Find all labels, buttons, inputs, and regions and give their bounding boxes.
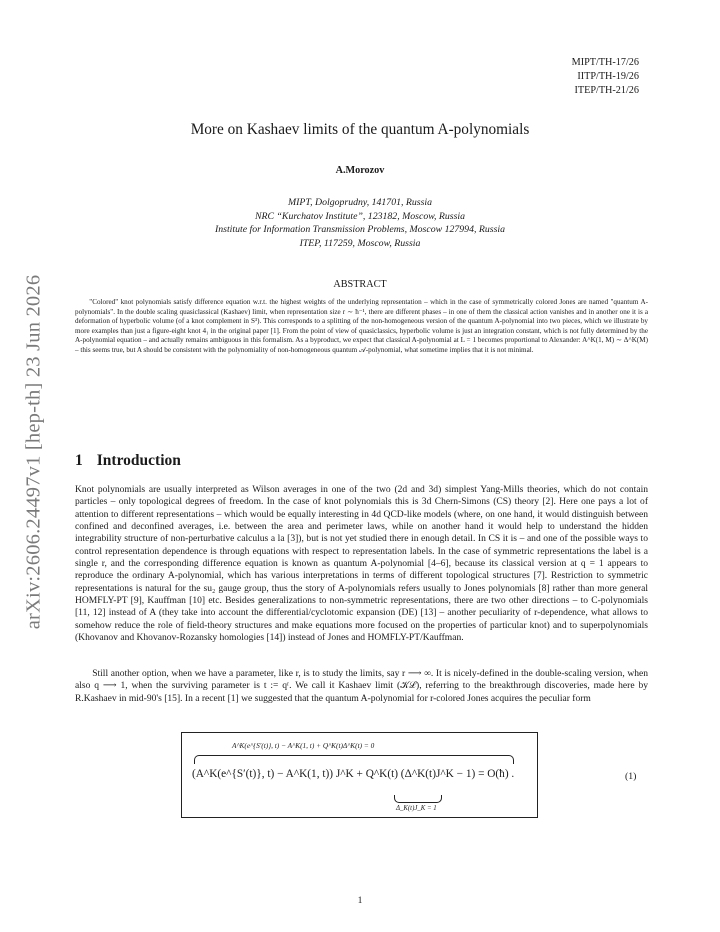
author-name: A.Morozov [335,165,385,176]
preprint-numbers [572,56,639,97]
preprint-number: ITEP/TH-21/26 [574,84,639,96]
paper-title: More on Kashaev limits of the quantum A-polynomials [190,121,530,138]
affiliations [0,196,720,250]
section-number: 1 [75,452,83,469]
equation-number: (1) [625,771,637,782]
affiliation: MIPT, Dolgoprudny, 141701, Russia [287,197,433,208]
affiliation: NRC “Kurchatov Institute”, 123182, Moscow, Russia [254,210,466,222]
preprint-number: MIPT/TH-17/26 [571,57,639,68]
preprint-number: IITP/TH-19/26 [577,70,639,82]
page-number: 1 [357,895,363,906]
underbrace-label: Δ_K(t)J_K = 1 [396,805,437,812]
underbrace [394,795,442,803]
arxiv-identifier: arXiv:2606.24497v1 [hep-th] 23 Jun 2026 [22,274,45,630]
overbrace [194,755,514,764]
body-paragraph: Still another option, when we have a parameter, like r, is to study the limits, say r ⟶ ∞. It is nicely-defined in the double-scaling version, when also q ⟶ 1, when the surviving parameter is t := qʳ. We call it Kashaev limit (𝒦ℒ), referring to the breakthrough discoveries, made here by R.Kashaev in mid-90's [15]. In a recent [1] we suggested that the quantum A-polynomial for r-colored Jones acquires the peculiar form [75,668,648,704]
section-heading [75,452,181,470]
equation-main: (A^K(e^{S′(t)}, t) − A^K(1, t)) J^K + Q^K(t) (Δ^K(t)J^K − 1) = O(ħ) . [192,768,515,780]
body-paragraph: Knot polynomials are usually interpreted as Wilson averages in one of the two (2d and 3d) simplest Yang-Mills theories, which do not contain particles – only topological degrees of freedom. In the case of knot polynomials this is 3d Chern-Simons (CS) theory [2]. Here one pays a lot of attention to different representations – which would be equally interesting in 4d QCD-like models (where, on one hand, it would distinguish between confined and deconfined averages, i.e. between the area and perimeter laws, while on another hand it would help to understand the hidden integrability structure of non-perturbative calculus a la [3]), but is not yet studied there in enough detail. In CS it is – and one of the possible ways to control representation dependence is through equations with respect to representation labels. In the case of symmetric representations the label is a single r, and the corresponding difference equation is known as quantum A-polynomial [4–6], because its classical version at q = 1 appears to reproduce the ordinary A-polynomial, which has various interpretations in terms of different topological structures [7]. Restriction to symmetric representations is natural for the su₂ gauge group, thus the story of A-polynomials refers usually to Jones polynomials [8] rather than more general HOMFLY-PT [9], Kauffman [10] etc. Besides generalizations to non-symmetric representations, there are two other directions – to C-polynomials [11, 12] instead of A (they take into account the differential/cyclotomic expansion (DE) [13] – another peculiarity of r-dependence, what allows to somehow reduce the role of field-theory structures and make equations more focused on the properties of particular knot) and to superpolynomials (Khovanov and Khovanov-Rozansky homologies [14]) instead of Jones and HOMFLY-PT/Kauffman. [75,484,648,644]
overbrace-label: A^K(e^{S′(t)}, t) − A^K(1, t) + Q^K(t)Δ^K(t) = 0 [232,741,375,750]
affiliation: ITEP, 117259, Moscow, Russia [299,237,421,249]
section-title: Introduction [96,452,181,469]
equation-box [181,732,538,818]
abstract-heading: ABSTRACT [333,279,387,290]
arxiv-sidebar [0,0,60,932]
abstract-text: "Colored" knot polynomials satisfy difference equation w.r.t. the highest weights of the underlying representation – which in the case of symmetrically colored Jones are named "quantum A-polynomials". In the double scaling quasiclassical (Kashaev) limit, when representation size r ∼ ħ⁻¹, there are different phases – in one of them the classical action vanishes and in another one it is a deformation of hyperbolic volume (of a knot complement in S³). This corresponds to a splitting of the non-homogeneous version of the quantum A-polynomial into two pieces, which we illustrate by more examples than just a figure-eight knot 4₁ in the original paper [1]. From the point of view of quasiclassics, hyperbolic volume is just an integration constant, which is not fully determined by the A-polynomial equation – and actually remains ambiguous in this formalism. As a byproduct, we expect that classical A-polynomial at L = 1 becomes proportional to Alexander: A^K(1, M) ∼ Δ^K(M) – this seems true, but A should be consistent with the polynomiality of non-homogeneous quantum 𝒜-polynomial, what sometime implies that it is not minimal. [75,298,648,354]
affiliation: Institute for Information Transmission Problems, Moscow 127994, Russia [214,224,506,236]
